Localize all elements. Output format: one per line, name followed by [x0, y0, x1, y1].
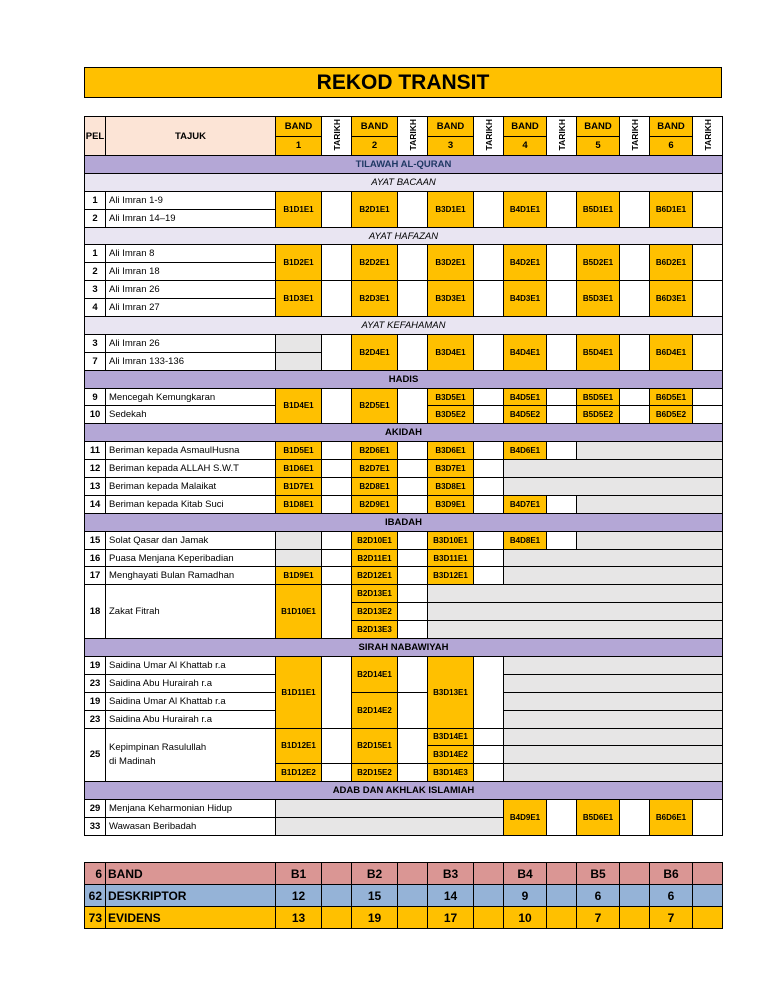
- row-tajuk: Saidina Abu Hurairah r.a: [106, 710, 276, 728]
- code-cell: B3D11E1: [428, 549, 474, 567]
- code-cell: B1D1E1: [276, 191, 322, 227]
- summary-count: 6: [85, 863, 106, 885]
- date-cell[interactable]: [547, 495, 577, 513]
- date-cell[interactable]: [547, 281, 577, 317]
- date-cell[interactable]: [547, 388, 577, 406]
- header-band-num-3: 3: [428, 136, 474, 156]
- summary-value: 10: [504, 907, 547, 929]
- row-tajuk: Saidina Umar Al Khattab r.a: [106, 692, 276, 710]
- code-cell: B5D2E1: [577, 245, 620, 281]
- row-tajuk: Ali Imran 27: [106, 299, 276, 317]
- code-cell: B3D13E1: [428, 656, 474, 728]
- transit-table: [84, 116, 723, 836]
- date-cell[interactable]: [620, 406, 650, 424]
- date-cell[interactable]: [620, 191, 650, 227]
- date-cell[interactable]: [322, 478, 352, 496]
- row-tajuk: Ali Imran 8: [106, 245, 276, 263]
- header-band-6: BAND: [650, 117, 693, 137]
- code-cell: B4D4E1: [504, 334, 547, 370]
- code-cell: B3D10E1: [428, 531, 474, 549]
- code-cell: B1D8E1: [276, 495, 322, 513]
- table-row: [85, 191, 723, 209]
- date-cell[interactable]: [693, 281, 723, 317]
- date-cell[interactable]: [398, 764, 428, 782]
- table-row: [85, 567, 723, 585]
- summary-label: BAND: [106, 863, 276, 885]
- code-cell: B1D4E1: [276, 388, 322, 424]
- date-cell[interactable]: [322, 281, 352, 317]
- row-tajuk: Ali Imran 14–19: [106, 209, 276, 227]
- row-pel: 19: [85, 692, 106, 710]
- empty-cell: [504, 674, 723, 692]
- date-cell[interactable]: [474, 334, 504, 370]
- subsection-ayat-bacaan: AYAT BACAAN: [85, 173, 723, 191]
- code-cell: B4D9E1: [504, 800, 547, 836]
- date-cell[interactable]: [474, 656, 504, 728]
- row-tajuk: Ali Imran 18: [106, 263, 276, 281]
- code-cell: B3D5E2: [428, 406, 474, 424]
- header-tarikh-1: TARIKH: [322, 117, 352, 156]
- row-pel: 33: [85, 817, 106, 835]
- row-pel: 10: [85, 406, 106, 424]
- code-cell: B1D12E2: [276, 764, 322, 782]
- date-cell[interactable]: [620, 388, 650, 406]
- code-cell: B2D5E1: [352, 388, 398, 424]
- table-row: [85, 656, 723, 674]
- code-cell: B2D1E1: [352, 191, 398, 227]
- code-cell: B4D5E1: [504, 388, 547, 406]
- code-cell: B2D10E1: [352, 531, 398, 549]
- code-cell: B3D12E1: [428, 567, 474, 585]
- code-cell: B1D3E1: [276, 281, 322, 317]
- code-cell: B4D5E2: [504, 406, 547, 424]
- code-cell: B3D14E2: [428, 746, 474, 764]
- code-cell: B3D7E1: [428, 460, 474, 478]
- date-cell[interactable]: [474, 388, 504, 406]
- summary-value: B6: [650, 863, 693, 885]
- row-tajuk: Menjana Keharmonian Hidup: [106, 800, 276, 818]
- date-cell[interactable]: [547, 334, 577, 370]
- date-cell[interactable]: [474, 191, 504, 227]
- code-cell: B6D6E1: [650, 800, 693, 836]
- code-cell: B4D3E1: [504, 281, 547, 317]
- row-tajuk: Solat Qasar dan Jamak: [106, 531, 276, 549]
- row-tajuk: Beriman kepada Malaikat: [106, 478, 276, 496]
- code-cell: B1D10E1: [276, 585, 322, 639]
- code-cell: B2D11E1: [352, 549, 398, 567]
- date-cell[interactable]: [693, 800, 723, 836]
- row-pel: 7: [85, 352, 106, 370]
- empty-cell: [504, 549, 723, 567]
- code-cell: B5D4E1: [577, 334, 620, 370]
- empty-cell: [504, 710, 723, 728]
- date-cell[interactable]: [322, 764, 352, 782]
- code-cell: B1D7E1: [276, 478, 322, 496]
- code-cell: B6D5E1: [650, 388, 693, 406]
- date-cell[interactable]: [398, 728, 428, 764]
- row-tajuk: Saidina Umar Al Khattab r.a: [106, 656, 276, 674]
- header-band-4: BAND: [504, 117, 547, 137]
- date-cell[interactable]: [547, 191, 577, 227]
- header-band-1: BAND: [276, 117, 322, 137]
- code-cell: B2D6E1: [352, 442, 398, 460]
- row-pel: 23: [85, 710, 106, 728]
- code-cell: B4D2E1: [504, 245, 547, 281]
- table-row: [85, 800, 723, 818]
- row-tajuk: Wawasan Beribadah: [106, 817, 276, 835]
- summary-value: 17: [428, 907, 474, 929]
- date-cell[interactable]: [322, 442, 352, 460]
- date-cell[interactable]: [398, 567, 428, 585]
- header-tarikh-5: TARIKH: [620, 117, 650, 156]
- summary-table: [84, 862, 723, 929]
- table-row: [85, 692, 723, 710]
- section-hadis: HADIS: [85, 370, 723, 388]
- code-cell: B2D14E2: [352, 692, 398, 728]
- code-cell: B1D9E1: [276, 567, 322, 585]
- summary-value: 19: [352, 907, 398, 929]
- row-pel: 14: [85, 495, 106, 513]
- date-cell[interactable]: [620, 800, 650, 836]
- header-tarikh-2: TARIKH: [398, 117, 428, 156]
- code-cell: B2D13E1: [352, 585, 398, 603]
- header-pel: PEL: [85, 117, 106, 156]
- code-cell: B2D4E1: [352, 334, 398, 370]
- date-cell[interactable]: [693, 388, 723, 406]
- summary-value: B1: [276, 863, 322, 885]
- row-pel: 4: [85, 299, 106, 317]
- date-cell[interactable]: [322, 656, 352, 728]
- row-tajuk: Mencegah Kemungkaran: [106, 388, 276, 406]
- date-cell[interactable]: [693, 334, 723, 370]
- row-tajuk: Beriman kepada Kitab Suci: [106, 495, 276, 513]
- header-band-num-5: 5: [577, 136, 620, 156]
- code-cell: B2D15E2: [352, 764, 398, 782]
- summary-value: B4: [504, 863, 547, 885]
- header-band-num-4: 4: [504, 136, 547, 156]
- date-cell[interactable]: [474, 406, 504, 424]
- code-cell: B2D9E1: [352, 495, 398, 513]
- header-tarikh-4: TARIKH: [547, 117, 577, 156]
- table-row: [85, 728, 723, 746]
- date-cell[interactable]: [322, 460, 352, 478]
- subsection-ayat-kefahaman: AYAT KEFAHAMAN: [85, 317, 723, 335]
- code-cell: B3D2E1: [428, 245, 474, 281]
- code-cell: B3D14E1: [428, 728, 474, 746]
- code-cell: B1D11E1: [276, 656, 322, 728]
- summary-row-band: [85, 863, 723, 885]
- date-cell[interactable]: [398, 460, 428, 478]
- row-pel: 3: [85, 334, 106, 352]
- code-cell: B1D6E1: [276, 460, 322, 478]
- code-cell: B5D1E1: [577, 191, 620, 227]
- date-cell[interactable]: [474, 281, 504, 317]
- date-cell[interactable]: [398, 495, 428, 513]
- summary-value: 15: [352, 885, 398, 907]
- code-cell: B3D6E1: [428, 442, 474, 460]
- code-cell: B5D5E2: [577, 406, 620, 424]
- row-tajuk: Ali Imran 26: [106, 281, 276, 299]
- summary-value: B3: [428, 863, 474, 885]
- date-cell[interactable]: [322, 245, 352, 281]
- date-cell[interactable]: [620, 334, 650, 370]
- date-cell[interactable]: [398, 334, 428, 370]
- code-cell: B5D3E1: [577, 281, 620, 317]
- date-cell[interactable]: [322, 585, 352, 639]
- summary-value: 6: [650, 885, 693, 907]
- date-cell[interactable]: [474, 567, 504, 585]
- row-tajuk: Puasa Menjana Keperibadian: [106, 549, 276, 567]
- summary-count: 73: [85, 907, 106, 929]
- table-row: [85, 245, 723, 263]
- date-cell[interactable]: [398, 621, 428, 639]
- date-cell[interactable]: [322, 549, 352, 567]
- section-adab: ADAB DAN AKHLAK ISLAMIAH: [85, 782, 723, 800]
- code-cell: B1D5E1: [276, 442, 322, 460]
- row-tajuk: Beriman kepada ALLAH S.W.T: [106, 460, 276, 478]
- table-row: [85, 549, 723, 567]
- empty-cell: [577, 495, 723, 513]
- empty-cell: [276, 531, 322, 549]
- code-cell: B4D1E1: [504, 191, 547, 227]
- section-tilawah: TILAWAH AL-QURAN: [85, 156, 723, 174]
- table-row: [85, 334, 723, 352]
- code-cell: B3D9E1: [428, 495, 474, 513]
- code-cell: B4D8E1: [504, 531, 547, 549]
- table-row: [85, 388, 723, 406]
- row-pel: 9: [85, 388, 106, 406]
- date-cell[interactable]: [620, 281, 650, 317]
- date-cell[interactable]: [547, 442, 577, 460]
- section-sirah: SIRAH NABAWIYAH: [85, 639, 723, 657]
- date-cell[interactable]: [693, 191, 723, 227]
- date-cell[interactable]: [474, 531, 504, 549]
- date-cell[interactable]: [398, 388, 428, 424]
- page-title: REKOD TRANSIT: [84, 67, 722, 98]
- row-tajuk: Ali Imran 26: [106, 334, 276, 352]
- date-cell[interactable]: [322, 334, 352, 370]
- code-cell: B2D3E1: [352, 281, 398, 317]
- header-band-2: BAND: [352, 117, 398, 137]
- empty-cell: [276, 800, 504, 818]
- date-cell[interactable]: [474, 442, 504, 460]
- empty-cell: [276, 334, 322, 352]
- code-cell: B2D13E2: [352, 603, 398, 621]
- row-tajuk: Beriman kepada AsmaulHusna: [106, 442, 276, 460]
- code-cell: B2D8E1: [352, 478, 398, 496]
- summary-label: DESKRIPTOR: [106, 885, 276, 907]
- subsection-ayat-hafazan: AYAT HAFAZAN: [85, 227, 723, 245]
- code-cell: B2D13E3: [352, 621, 398, 639]
- empty-cell: [504, 692, 723, 710]
- summary-row-evidens: [85, 907, 723, 929]
- header-row: [85, 117, 723, 137]
- code-cell: B4D7E1: [504, 495, 547, 513]
- row-tajuk: Sedekah: [106, 406, 276, 424]
- date-cell[interactable]: [474, 764, 504, 782]
- table-row: [85, 531, 723, 549]
- header-band-5: BAND: [577, 117, 620, 137]
- date-cell[interactable]: [474, 728, 504, 746]
- empty-cell: [276, 549, 322, 567]
- section-ibadah: IBADAH: [85, 513, 723, 531]
- date-cell[interactable]: [474, 245, 504, 281]
- date-cell[interactable]: [398, 692, 428, 728]
- header-tajuk: TAJUK: [106, 117, 276, 156]
- code-cell: B1D12E1: [276, 728, 322, 764]
- row-pel: 15: [85, 531, 106, 549]
- code-cell: B3D3E1: [428, 281, 474, 317]
- row-pel: 2: [85, 209, 106, 227]
- code-cell: B3D4E1: [428, 334, 474, 370]
- summary-value: 6: [577, 885, 620, 907]
- row-tajuk: Kepimpinan Rasulullah di Madinah: [106, 728, 276, 782]
- header-tarikh-3: TARIKH: [474, 117, 504, 156]
- empty-cell: [504, 656, 723, 674]
- empty-cell: [276, 352, 322, 370]
- row-pel: 12: [85, 460, 106, 478]
- empty-cell: [504, 746, 723, 764]
- date-cell[interactable]: [474, 746, 504, 764]
- table-row: [85, 460, 723, 478]
- date-cell[interactable]: [474, 460, 504, 478]
- summary-row-deskriptor: [85, 885, 723, 907]
- summary-count: 62: [85, 885, 106, 907]
- code-cell: B6D1E1: [650, 191, 693, 227]
- row-pel: 18: [85, 585, 106, 639]
- table-row: [85, 495, 723, 513]
- table-row: [85, 478, 723, 496]
- empty-cell: [428, 603, 723, 621]
- empty-cell: [276, 817, 504, 835]
- date-cell[interactable]: [398, 549, 428, 567]
- empty-cell: [504, 728, 723, 746]
- row-pel: 2: [85, 263, 106, 281]
- row-pel: 23: [85, 674, 106, 692]
- summary-value: 13: [276, 907, 322, 929]
- date-cell[interactable]: [322, 567, 352, 585]
- code-cell: B6D4E1: [650, 334, 693, 370]
- date-cell[interactable]: [398, 531, 428, 549]
- date-cell[interactable]: [474, 495, 504, 513]
- code-cell: B6D3E1: [650, 281, 693, 317]
- summary-value: 7: [577, 907, 620, 929]
- row-pel: 1: [85, 245, 106, 263]
- date-cell[interactable]: [474, 478, 504, 496]
- date-cell[interactable]: [474, 549, 504, 567]
- date-cell[interactable]: [322, 495, 352, 513]
- date-cell[interactable]: [547, 406, 577, 424]
- date-cell[interactable]: [322, 531, 352, 549]
- code-cell: B6D2E1: [650, 245, 693, 281]
- header-tarikh-6: TARIKH: [693, 117, 723, 156]
- date-cell[interactable]: [547, 531, 577, 549]
- date-cell[interactable]: [398, 191, 428, 227]
- row-pel: 3: [85, 281, 106, 299]
- section-akidah: AKIDAH: [85, 424, 723, 442]
- header-band-num-1: 1: [276, 136, 322, 156]
- empty-cell: [504, 478, 723, 496]
- code-cell: B3D8E1: [428, 478, 474, 496]
- table-row: [85, 281, 723, 299]
- empty-cell: [504, 460, 723, 478]
- header-band-num-6: 6: [650, 136, 693, 156]
- date-cell[interactable]: [620, 245, 650, 281]
- code-cell: B3D5E1: [428, 388, 474, 406]
- summary-value: 14: [428, 885, 474, 907]
- row-pel: 16: [85, 549, 106, 567]
- code-cell: B3D1E1: [428, 191, 474, 227]
- row-pel: 13: [85, 478, 106, 496]
- empty-cell: [504, 764, 723, 782]
- summary-value: B2: [352, 863, 398, 885]
- code-cell: B5D5E1: [577, 388, 620, 406]
- date-cell[interactable]: [547, 245, 577, 281]
- row-tajuk: Ali Imran 133-136: [106, 352, 276, 370]
- code-cell: B6D5E2: [650, 406, 693, 424]
- summary-value: 7: [650, 907, 693, 929]
- row-tajuk: Zakat Fitrah: [106, 585, 276, 639]
- row-tajuk: Saidina Abu Hurairah r.a: [106, 674, 276, 692]
- summary-label: EVIDENS: [106, 907, 276, 929]
- table-row: [85, 442, 723, 460]
- empty-cell: [504, 567, 723, 585]
- date-cell[interactable]: [398, 442, 428, 460]
- date-cell[interactable]: [693, 245, 723, 281]
- header-band-num-2: 2: [352, 136, 398, 156]
- date-cell[interactable]: [398, 281, 428, 317]
- date-cell[interactable]: [322, 388, 352, 424]
- date-cell[interactable]: [322, 728, 352, 764]
- row-pel: 19: [85, 656, 106, 674]
- summary-value: 12: [276, 885, 322, 907]
- row-tajuk: Ali Imran 1-9: [106, 191, 276, 209]
- row-pel: 17: [85, 567, 106, 585]
- code-cell: B4D6E1: [504, 442, 547, 460]
- date-cell[interactable]: [398, 656, 428, 692]
- date-cell[interactable]: [322, 191, 352, 227]
- code-cell: B3D14E3: [428, 764, 474, 782]
- row-pel: 29: [85, 800, 106, 818]
- row-pel: 1: [85, 191, 106, 209]
- code-cell: B2D7E1: [352, 460, 398, 478]
- summary-value: 9: [504, 885, 547, 907]
- row-pel: 11: [85, 442, 106, 460]
- code-cell: B2D14E1: [352, 656, 398, 692]
- date-cell[interactable]: [693, 406, 723, 424]
- date-cell[interactable]: [398, 245, 428, 281]
- empty-cell: [577, 442, 723, 460]
- empty-cell: [428, 585, 723, 603]
- header-band-3: BAND: [428, 117, 474, 137]
- code-cell: B5D6E1: [577, 800, 620, 836]
- date-cell[interactable]: [398, 478, 428, 496]
- code-cell: B2D15E1: [352, 728, 398, 764]
- row-tajuk: Menghayati Bulan Ramadhan: [106, 567, 276, 585]
- summary-value: B5: [577, 863, 620, 885]
- date-cell[interactable]: [398, 585, 428, 603]
- code-cell: B2D2E1: [352, 245, 398, 281]
- table-row: [85, 585, 723, 603]
- code-cell: B1D2E1: [276, 245, 322, 281]
- empty-cell: [577, 531, 723, 549]
- date-cell[interactable]: [547, 800, 577, 836]
- empty-cell: [428, 621, 723, 639]
- row-pel: 25: [85, 728, 106, 782]
- date-cell[interactable]: [398, 603, 428, 621]
- code-cell: B2D12E1: [352, 567, 398, 585]
